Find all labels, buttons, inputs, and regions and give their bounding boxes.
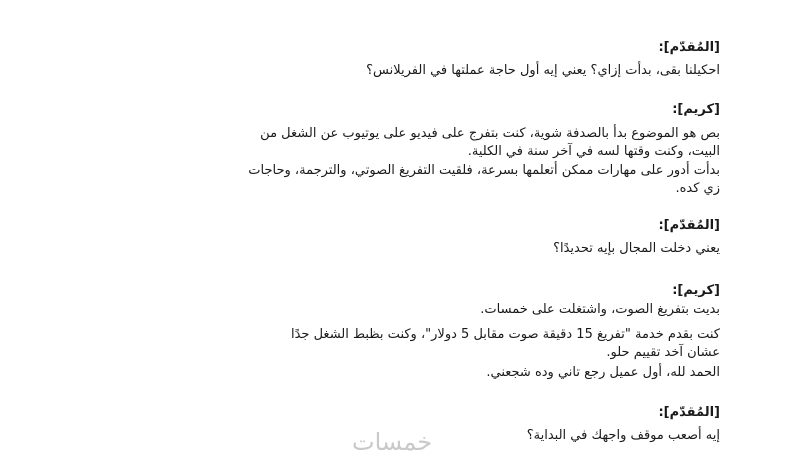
- paragraph-line: عشان آخد تقييم حلو.: [606, 345, 720, 360]
- transcript-paragraph: [76, 125, 720, 161]
- paragraph-line: احكيلنا بقى، بدأت إزاي؟ يعني إيه أول حاجة عملتها في الفريلانس؟: [366, 63, 720, 78]
- transcript-paragraph: [76, 326, 720, 362]
- speaker-label-host: [المُقدّم]:: [658, 40, 720, 55]
- paragraph-line: الحمد لله، أول عميل رجع تاني وده شجعني.: [486, 365, 720, 380]
- transcript-page: [76, 0, 720, 460]
- paragraph-line: بديت بتفريغ الصوت، واشتغلت على خمسات.: [480, 302, 720, 317]
- transcript-paragraph: [76, 301, 720, 319]
- paragraph-line: يعني دخلت المجال بإيه تحديدًا؟: [553, 241, 720, 256]
- paragraph-line: بص هو الموضوع بدأ بالصدفة شوية، كنت بتفرج على فيديو على يوتيوب عن الشغل من: [260, 126, 720, 141]
- speaker-label-host: [المُقدّم]:: [658, 218, 720, 233]
- speaker-label-host: [المُقدّم]:: [658, 405, 720, 420]
- transcript-paragraph: [76, 364, 720, 382]
- speaker-label-karim: [كريم]:: [672, 102, 720, 117]
- paragraph-line: بدأت أدور على مهارات ممكن أتعلمها بسرعة، فلقيت التفريغ الصوتي، والترجمة، وحاجات: [248, 163, 720, 178]
- paragraph-line: إيه أصعب موقف واجهك في البداية؟: [526, 428, 720, 443]
- paragraph-line: البيت، وكنت وقتها لسه في آخر سنة في الكلية.: [467, 144, 720, 159]
- paragraph-line: زي كده.: [675, 181, 720, 196]
- transcript-paragraph: [76, 62, 720, 80]
- transcript-paragraph: [76, 240, 720, 258]
- speaker-label-karim: [كريم]:: [672, 283, 720, 298]
- transcript-paragraph: [76, 162, 720, 198]
- khamsat-watermark: خمسات: [352, 428, 433, 456]
- paragraph-line: كنت بقدم خدمة "تفريغ 15 دقيقة صوت مقابل 5 دولار"، وكنت بظبط الشغل جدًا: [290, 327, 720, 342]
